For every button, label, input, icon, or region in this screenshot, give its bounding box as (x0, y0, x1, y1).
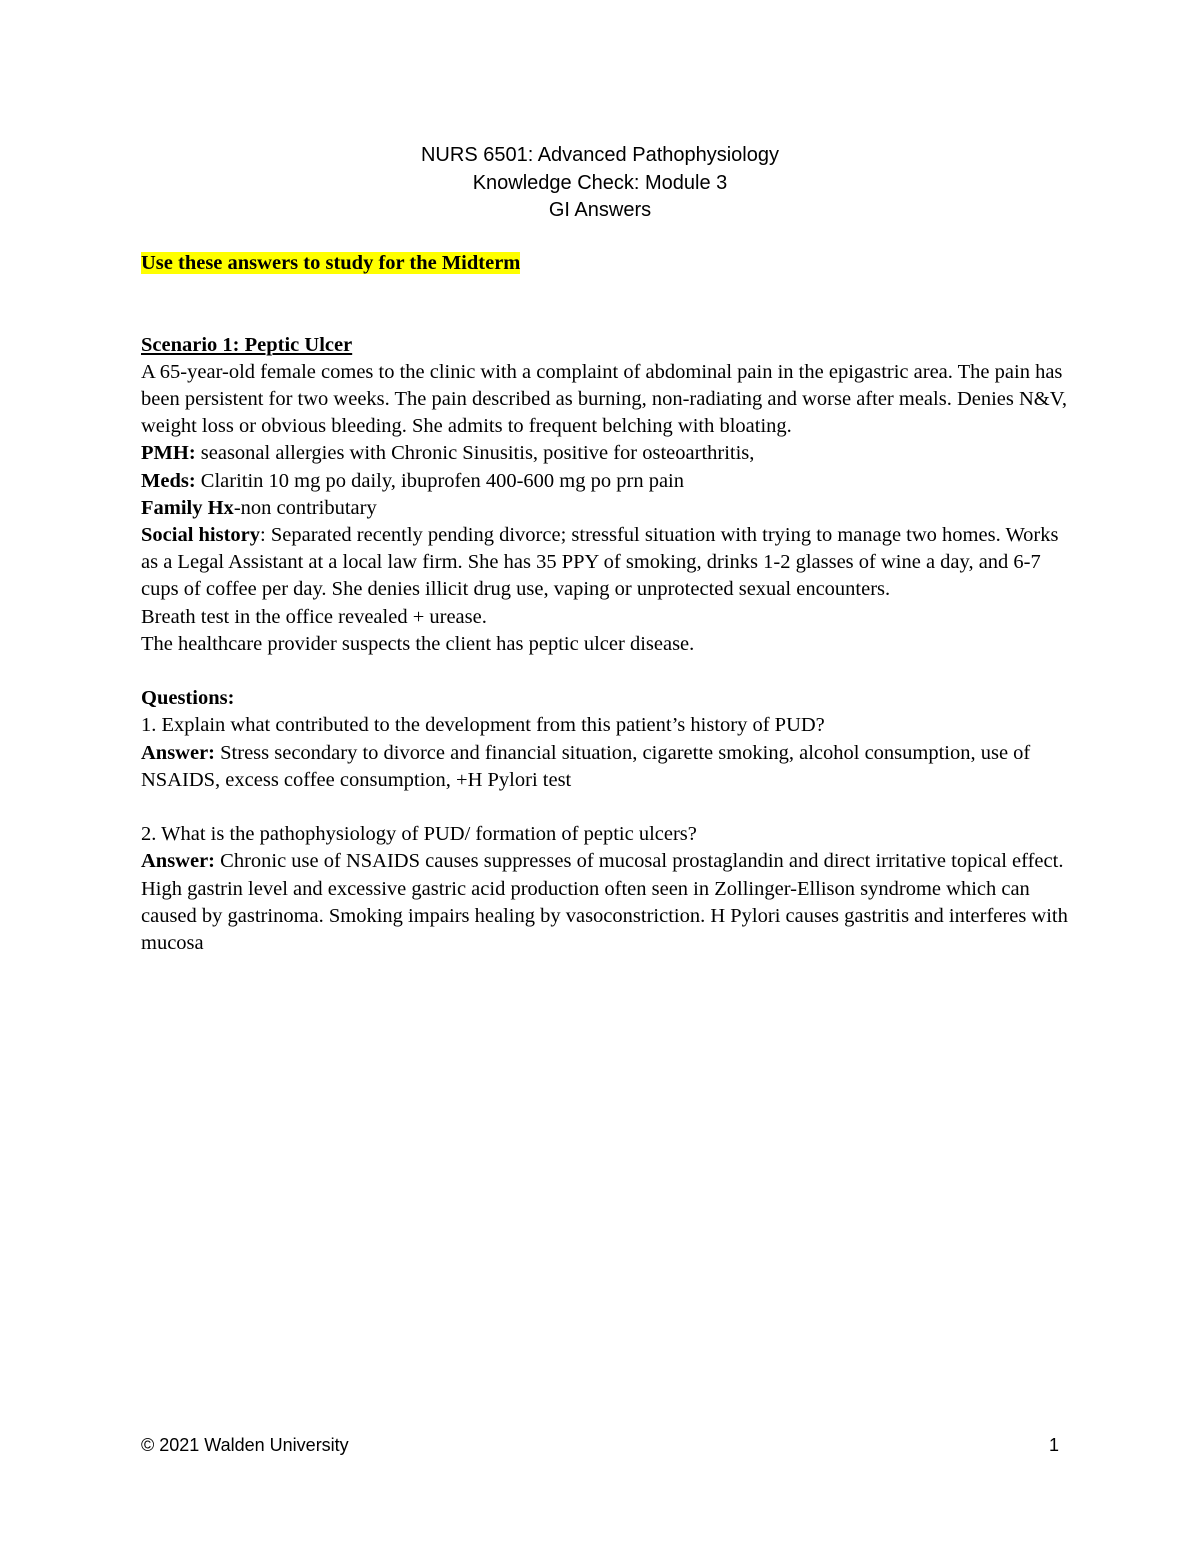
document-header (0, 142, 1200, 225)
meds-label: Meds: (141, 469, 196, 492)
scenario-heading: Scenario 1: Peptic Ulcer (141, 333, 353, 356)
breath-test-line: Breath test in the office revealed + urease. (141, 605, 487, 628)
answer-1-label: Answer: (141, 741, 216, 764)
meds-line (141, 468, 1071, 495)
pmh-line (141, 440, 1071, 467)
spacer (141, 794, 1071, 821)
family-history-line (141, 495, 1071, 522)
spacer (141, 277, 1071, 331)
answer-1-text: Stress secondary to divorce and financial situation, cigarette smoking, alcohol consumption, use of NSAIDS, excess coffee consumption, +H Pylori test (141, 741, 1031, 791)
module-subtitle: Knowledge Check: Module 3 (472, 171, 728, 194)
study-notice: Use these answers to study for the Midterm (141, 252, 521, 274)
meds-text: Claritin 10 mg po daily, ibuprofen 400-600 mg po prn pain (195, 469, 684, 492)
family-history-text: -non contributary (233, 496, 377, 519)
answer-2-label: Answer: (141, 850, 216, 873)
social-history-text: : Separated recently pending divorce; stressful situation with trying to manage two homes. Works as a Legal Assistant at a local law firm. She has 35 PPY of smoking, drinks 1-2 glasses of wine a day, and 6-7 cups of coffee per day. She denies illicit drug use, vaping or unprotected sexual encounters. (141, 524, 1059, 601)
course-title: NURS 6501: Advanced Pathophysiology (420, 144, 779, 166)
social-history-label: Social history (141, 524, 261, 546)
study-notice-line (141, 250, 1071, 277)
pmh-label: PMH: (141, 442, 196, 465)
page-number: 1 (1048, 1435, 1059, 1455)
suspicion-line: The healthcare provider suspects the client has peptic ulcer disease. (141, 632, 695, 655)
answer-2 (141, 848, 1071, 957)
document-body (141, 250, 1071, 957)
pmh-text: seasonal allergies with Chronic Sinusitis, positive for osteoarthritis, (195, 442, 755, 465)
answer-1 (141, 740, 1071, 794)
scenario-presentation: A 65-year-old female comes to the clinic with a complaint of abdominal pain in the epigastric area. The pain has been persistent for two weeks. The pain described as burning, non-radiating and worse after meals. Denies N&V, weight loss or obvious bleeding. She admits to frequent belching with bloating. (141, 360, 1068, 438)
question-1: 1. Explain what contributed to the development from this patient’s history of PUD? (141, 714, 825, 737)
answer-2-text: Chronic use of NSAIDS causes suppresses of mucosal prostaglandin and direct irritative topical effect. High gastrin level and excessive gastric acid production often seen in Zollinger-Ellison syndrome which can caused by gastrinoma. Smoking impairs healing by vasoconstriction. H Pylori causes gastritis and interferes with mucosa (141, 850, 1068, 955)
spacer (141, 658, 1071, 685)
question-2: 2. What is the pathophysiology of PUD/ formation of peptic ulcers? (141, 823, 697, 846)
family-history-label: Family Hx (141, 496, 234, 519)
copyright-notice: © 2021 Walden University (141, 1435, 349, 1455)
questions-heading: Questions: (141, 687, 235, 710)
social-history-line (141, 522, 1071, 604)
section-title: GI Answers (548, 199, 652, 221)
